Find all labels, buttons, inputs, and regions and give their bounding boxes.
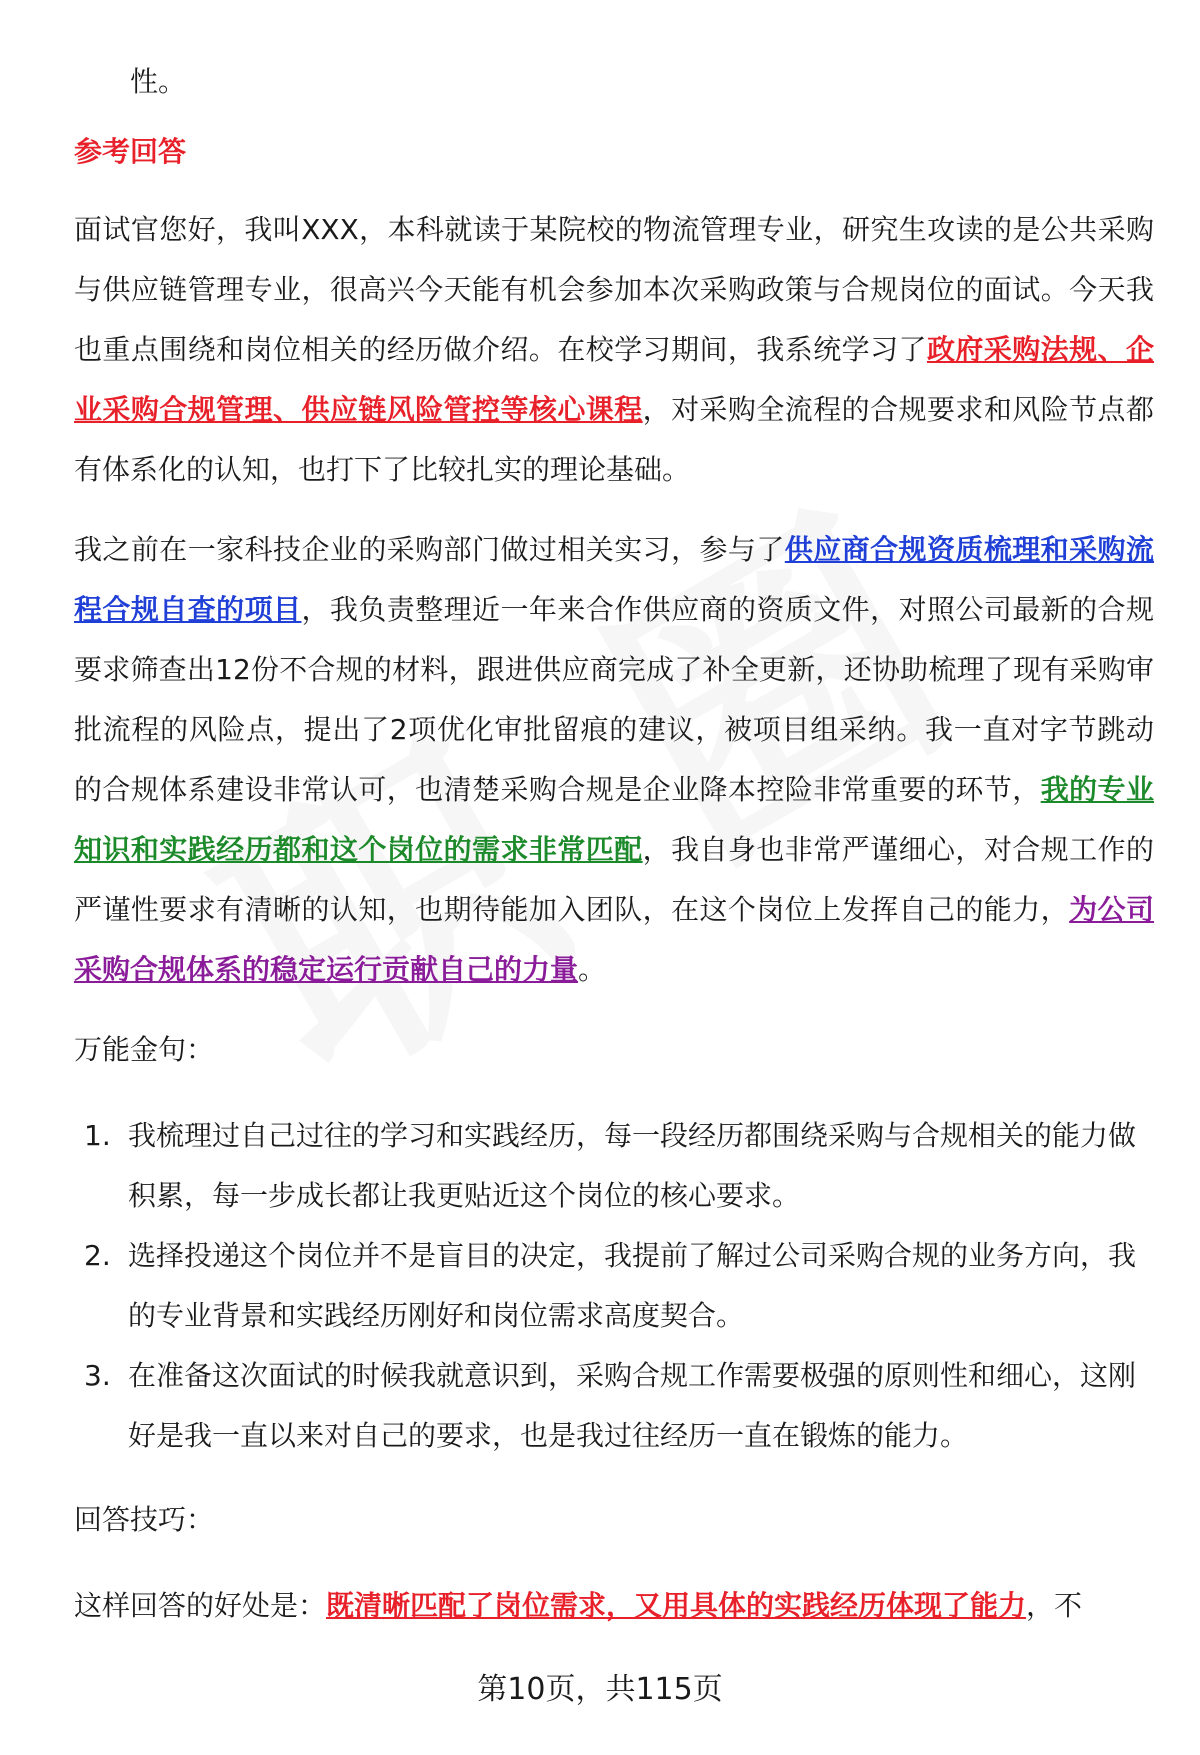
highlight-match: 我的专业知识和实践经历都和这个岗位的需求非常匹配	[74, 773, 1154, 866]
list-text: 选择投递这个岗位并不是盲目的决定，我提前了解过公司采购合规的业务方向，我的专业背景和实践经历刚好和岗位需求高度契合。	[128, 1239, 1137, 1332]
list-item	[74, 1346, 1154, 1466]
continued-fragment: 性。	[130, 65, 187, 98]
highlight-courses: 政府采购法规、企业采购合规管理、供应链风险管控等核心课程	[74, 333, 1154, 426]
highlight-project: 供应商合规资质梳理和采购流程合规自查的项目	[74, 533, 1154, 626]
highlight-contribution: 为公司采购合规体系的稳定运行贡献自己的力量	[74, 893, 1154, 986]
list-text: 我梳理过自己过往的学习和实践经历，每一段经历都围绕采购与合规相关的能力做积累，每一步成长都让我更贴近这个岗位的核心要求。	[128, 1119, 1137, 1212]
golden-sentences-list	[74, 1106, 1154, 1466]
answer-tips-paragraph: 这样回答的好处是：既清晰匹配了岗位需求，又用具体的实践经历体现了能力，不	[74, 1589, 1083, 1622]
page-number-footer: 第10页，共115页	[477, 1672, 723, 1707]
answer-tips-label: 回答技巧：	[74, 1503, 215, 1536]
list-number: 3.	[84, 1359, 111, 1392]
highlight-benefit: 既清晰匹配了岗位需求，又用具体的实践经历体现了能力	[326, 1589, 1027, 1622]
golden-sentences-label: 万能金句：	[74, 1033, 215, 1066]
list-item	[74, 1226, 1154, 1346]
answer-paragraph-2: 我之前在一家科技企业的采购部门做过相关实习，参与了供应商合规资质梳理和采购流程合规自查的项目，我负责整理近一年来合作供应商的资质文件，对照公司最新的合规要求筛查出12份不合规的材料，跟进供应商完成了补全更新，还协助梳理了现有采购审批流程的风险点，提出了2项优化审批留痕的建议，被项目组采纳。我一直对字节跳动的合规体系建设非常认可，也清楚采购合规是企业降本控险非常重要的环节，我的专业知识和实践经历都和这个岗位的需求非常匹配，我自身也非常严谨细心，对合规工作的严谨性要求有清晰的认知，也期待能加入团队，在这个岗位上发挥自己的能力，为公司采购合规体系的稳定运行贡献自己的力量。	[74, 533, 1154, 986]
list-number: 1.	[84, 1119, 111, 1152]
answer-paragraph-1: 面试官您好，我叫XXX，本科就读于某院校的物流管理专业，研究生攻读的是公共采购与供应链管理专业，很高兴今天能有机会参加本次采购政策与合规岗位的面试。今天我也重点围绕和岗位相关的经历做介绍。在校学习期间，我系统学习了政府采购法规、企业采购合规管理、供应链风险管控等核心课程，对采购全流程的合规要求和风险节点都有体系化的认知，也打下了比较扎实的理论基础。	[74, 213, 1154, 486]
list-text: 在准备这次面试的时候我就意识到，采购合规工作需要极强的原则性和细心，这刚好是我一直以来对自己的要求，也是我过往经历一直在锻炼的能力。	[128, 1359, 1137, 1452]
page-content	[74, 52, 1154, 1656]
list-number: 2.	[84, 1239, 111, 1272]
list-item	[74, 1106, 1154, 1226]
reference-answer-heading: 参考回答	[74, 135, 187, 168]
